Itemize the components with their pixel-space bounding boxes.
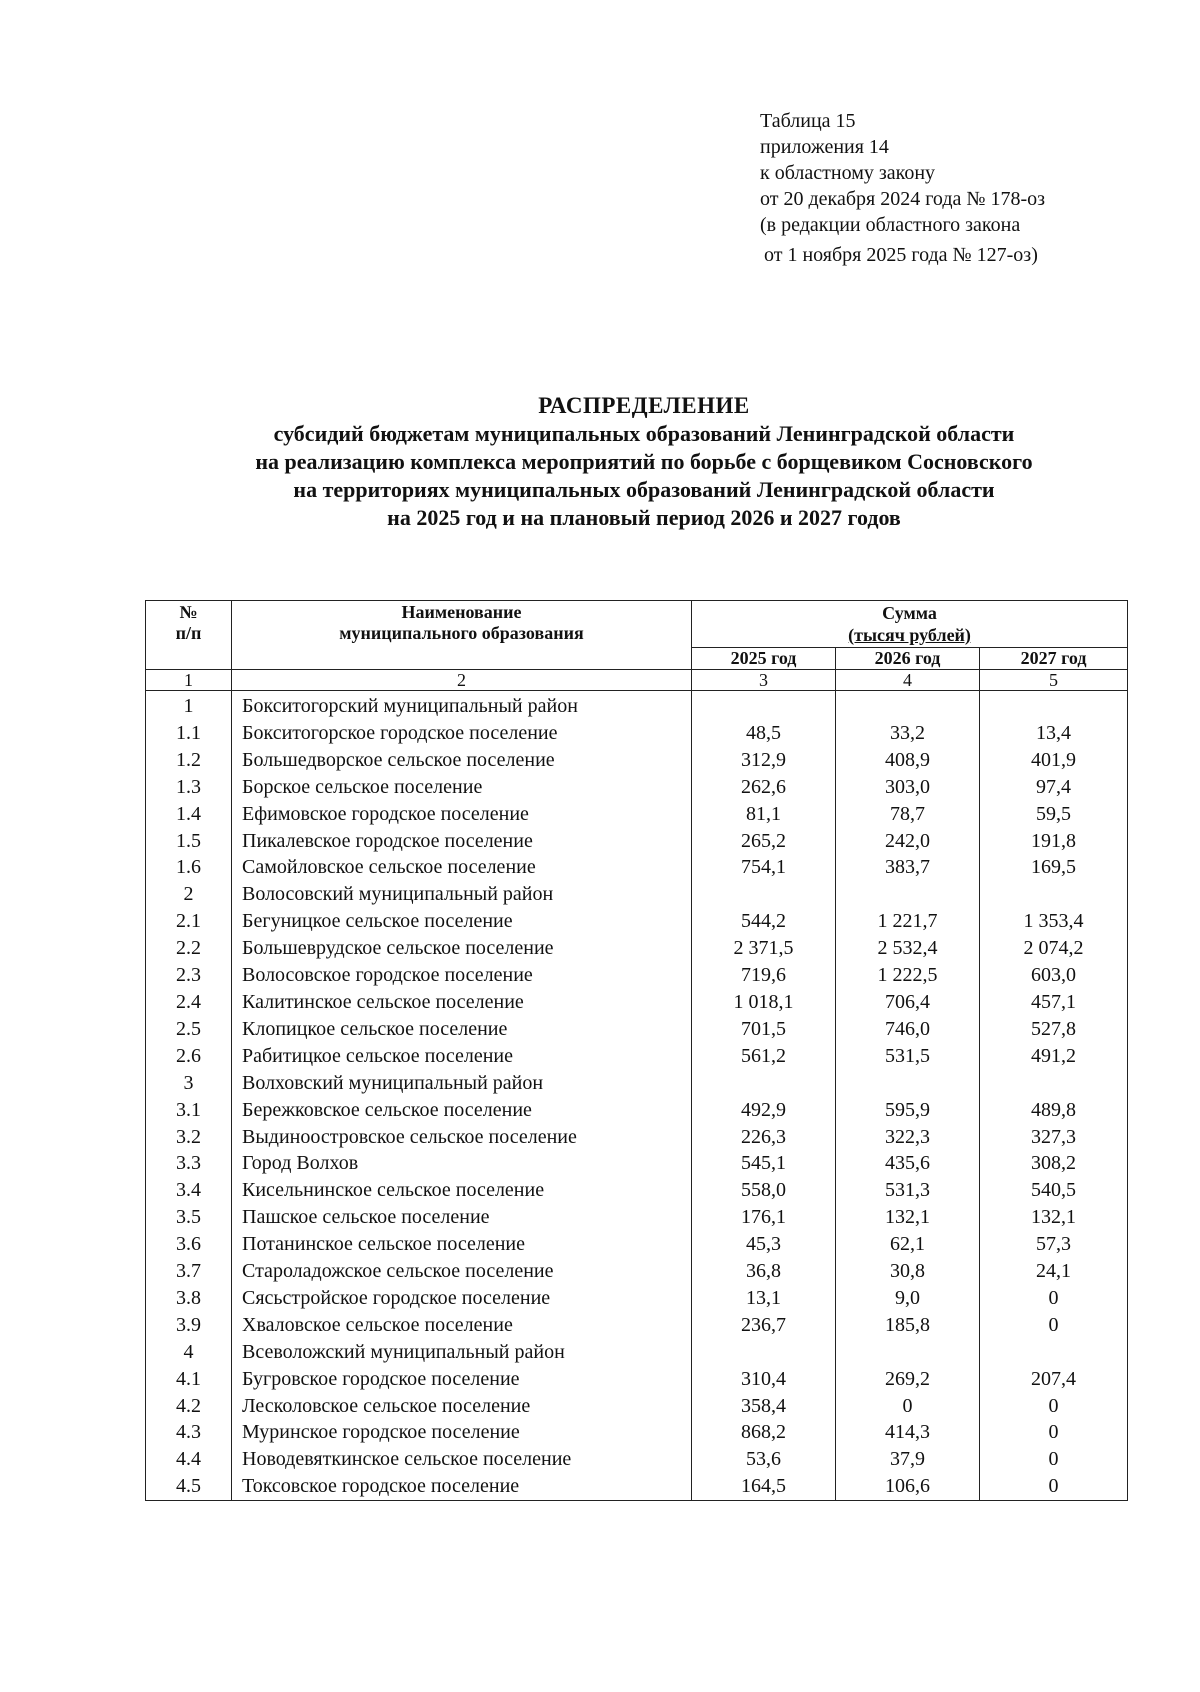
row-value-2026: 706,4	[836, 989, 980, 1016]
table-row	[146, 1339, 1128, 1366]
row-number: 3.6	[146, 1231, 232, 1258]
table-row	[146, 908, 1128, 935]
table-row	[146, 989, 1128, 1016]
row-value-2027	[980, 691, 1128, 720]
row-value-2027: 401,9	[980, 747, 1128, 774]
row-value-2026: 33,2	[836, 720, 980, 747]
row-value-2025	[692, 1070, 836, 1097]
table-row	[146, 1446, 1128, 1473]
row-name: Волосовский муниципальный район	[232, 881, 692, 908]
column-index: 3	[692, 670, 836, 691]
table-row	[146, 1258, 1128, 1285]
row-value-2025: 558,0	[692, 1177, 836, 1204]
header-num	[146, 601, 232, 670]
row-value-2027: 0	[980, 1419, 1128, 1446]
row-value-2027: 169,5	[980, 854, 1128, 881]
row-number: 3.8	[146, 1285, 232, 1312]
table-row	[146, 1124, 1128, 1151]
row-value-2026: 30,8	[836, 1258, 980, 1285]
row-value-2026: 185,8	[836, 1312, 980, 1339]
row-name: Волховский муниципальный район	[232, 1070, 692, 1097]
row-value-2025: 48,5	[692, 720, 836, 747]
row-value-2025: 701,5	[692, 1016, 836, 1043]
row-value-2025: 176,1	[692, 1204, 836, 1231]
row-name: Самойловское сельское поселение	[232, 854, 692, 881]
row-name: Пашское сельское поселение	[232, 1204, 692, 1231]
row-value-2025: 53,6	[692, 1446, 836, 1473]
row-name: Выдиноостровское сельское поселение	[232, 1124, 692, 1151]
row-number: 3.9	[146, 1312, 232, 1339]
row-number: 1.2	[146, 747, 232, 774]
row-value-2025	[692, 691, 836, 720]
title-line: на территориях муниципальных образований Ленинградской области	[293, 477, 995, 502]
header-sum	[692, 601, 1128, 648]
row-number: 3.5	[146, 1204, 232, 1231]
table-row	[146, 720, 1128, 747]
table-row	[146, 691, 1128, 720]
table-row	[146, 774, 1128, 801]
row-value-2025: 868,2	[692, 1419, 836, 1446]
row-name: Всеволожский муниципальный район	[232, 1339, 692, 1366]
row-name: Пикалевское городское поселение	[232, 828, 692, 855]
row-value-2025: 1 018,1	[692, 989, 836, 1016]
row-name: Хваловское сельское поселение	[232, 1312, 692, 1339]
row-number: 2.5	[146, 1016, 232, 1043]
row-number: 4.3	[146, 1419, 232, 1446]
row-number: 2.6	[146, 1043, 232, 1070]
row-name: Бугровское городское поселение	[232, 1366, 692, 1393]
row-number: 4.2	[146, 1393, 232, 1420]
row-value-2026: 132,1	[836, 1204, 980, 1231]
row-value-2027: 603,0	[980, 962, 1128, 989]
row-value-2027: 327,3	[980, 1124, 1128, 1151]
table-row	[146, 801, 1128, 828]
row-name: Большеврудское сельское поселение	[232, 935, 692, 962]
row-number: 3	[146, 1070, 232, 1097]
appendix-note	[760, 108, 1045, 268]
row-name: Токсовское городское поселение	[232, 1473, 692, 1500]
column-index: 4	[836, 670, 980, 691]
title-line: субсидий бюджетам муниципальных образований Ленинградской области	[273, 421, 1015, 446]
table-row	[146, 1150, 1128, 1177]
row-value-2026: 37,9	[836, 1446, 980, 1473]
row-value-2025: 312,9	[692, 747, 836, 774]
table-row	[146, 1204, 1128, 1231]
row-value-2026: 62,1	[836, 1231, 980, 1258]
row-value-2027: 0	[980, 1312, 1128, 1339]
appendix-note-line: Таблица 15	[760, 110, 856, 132]
table-row	[146, 1070, 1128, 1097]
row-value-2025: 36,8	[692, 1258, 836, 1285]
row-name: Бегуницкое сельское поселение	[232, 908, 692, 935]
row-value-2025: 358,4	[692, 1393, 836, 1420]
title-line: на 2025 год и на плановый период 2026 и 2027 годов	[387, 505, 901, 530]
row-number: 1.1	[146, 720, 232, 747]
row-number: 1.3	[146, 774, 232, 801]
table-row	[146, 1366, 1128, 1393]
header-sum-line2: (тысяч рублей)	[848, 625, 971, 645]
row-value-2027: 57,3	[980, 1231, 1128, 1258]
row-value-2027: 308,2	[980, 1150, 1128, 1177]
table-row	[146, 1231, 1128, 1258]
appendix-note-line: от 1 ноября 2025 года № 127-оз)	[764, 244, 1038, 266]
row-name: Староладожское сельское поселение	[232, 1258, 692, 1285]
row-number: 1.4	[146, 801, 232, 828]
row-value-2027: 207,4	[980, 1366, 1128, 1393]
row-value-2027: 0	[980, 1285, 1128, 1312]
row-value-2027: 540,5	[980, 1177, 1128, 1204]
row-value-2025: 81,1	[692, 801, 836, 828]
header-num-line2: п/п	[175, 623, 202, 643]
row-value-2026: 531,5	[836, 1043, 980, 1070]
table-row	[146, 881, 1128, 908]
row-name: Клопицкое сельское поселение	[232, 1016, 692, 1043]
row-value-2026: 746,0	[836, 1016, 980, 1043]
row-value-2025	[692, 1339, 836, 1366]
appendix-note-line: от 20 декабря 2024 года № 178-оз	[760, 188, 1046, 210]
header-name-line2: муниципального образования	[339, 623, 584, 643]
row-value-2025: 492,9	[692, 1097, 836, 1124]
header-name	[232, 601, 692, 670]
column-index: 1	[146, 670, 232, 691]
column-index-row	[146, 670, 1128, 691]
header-year-2025: 2025 год	[692, 648, 836, 670]
table-body	[146, 691, 1128, 1501]
row-value-2026: 242,0	[836, 828, 980, 855]
row-value-2027: 191,8	[980, 828, 1128, 855]
row-number: 4.1	[146, 1366, 232, 1393]
title-line: на реализацию комплекса мероприятий по борьбе с борщевиком Сосновского	[255, 449, 1033, 474]
appendix-note-line: приложения 14	[760, 136, 889, 158]
row-name: Борское сельское поселение	[232, 774, 692, 801]
appendix-note-line: (в редакции областного закона	[760, 214, 1021, 236]
row-number: 3.4	[146, 1177, 232, 1204]
row-value-2026: 2 532,4	[836, 935, 980, 962]
row-value-2026: 1 222,5	[836, 962, 980, 989]
table-row	[146, 1043, 1128, 1070]
row-value-2025: 45,3	[692, 1231, 836, 1258]
row-value-2026: 531,3	[836, 1177, 980, 1204]
row-name: Муринское городское поселение	[232, 1419, 692, 1446]
header-year-2026: 2026 год	[836, 648, 980, 670]
row-value-2026: 9,0	[836, 1285, 980, 1312]
row-name: Город Волхов	[232, 1150, 692, 1177]
row-value-2025: 754,1	[692, 854, 836, 881]
row-name: Волосовское городское поселение	[232, 962, 692, 989]
row-value-2027: 13,4	[980, 720, 1128, 747]
row-value-2026: 0	[836, 1393, 980, 1420]
row-value-2026: 414,3	[836, 1419, 980, 1446]
row-value-2026: 408,9	[836, 747, 980, 774]
column-index: 5	[980, 670, 1128, 691]
row-name: Бокситогорское городское поселение	[232, 720, 692, 747]
row-number: 2.2	[146, 935, 232, 962]
row-value-2026: 595,9	[836, 1097, 980, 1124]
row-value-2026: 1 221,7	[836, 908, 980, 935]
table-row	[146, 1285, 1128, 1312]
row-value-2026	[836, 1339, 980, 1366]
table-row	[146, 1473, 1128, 1500]
row-number: 3.3	[146, 1150, 232, 1177]
table-row	[146, 1393, 1128, 1420]
row-value-2027: 97,4	[980, 774, 1128, 801]
row-number: 4	[146, 1339, 232, 1366]
row-value-2027: 132,1	[980, 1204, 1128, 1231]
header-year-2027: 2027 год	[980, 648, 1128, 670]
row-name: Рабитицкое сельское поселение	[232, 1043, 692, 1070]
row-value-2026: 435,6	[836, 1150, 980, 1177]
row-number: 1	[146, 691, 232, 720]
document-title	[144, 392, 1144, 532]
row-value-2027: 527,8	[980, 1016, 1128, 1043]
row-number: 1.5	[146, 828, 232, 855]
row-name: Бокситогорский муниципальный район	[232, 691, 692, 720]
row-value-2025: 544,2	[692, 908, 836, 935]
header-name-line1: Наименование	[401, 602, 522, 622]
row-value-2025: 719,6	[692, 962, 836, 989]
table-row	[146, 854, 1128, 881]
row-name: Ефимовское городское поселение	[232, 801, 692, 828]
table-row	[146, 1097, 1128, 1124]
header-num-line1: №	[179, 602, 198, 622]
row-name: Сясьстройское городское поселение	[232, 1285, 692, 1312]
row-value-2025: 164,5	[692, 1473, 836, 1500]
table-row	[146, 1312, 1128, 1339]
row-value-2026: 269,2	[836, 1366, 980, 1393]
row-value-2027: 1 353,4	[980, 908, 1128, 935]
table-row	[146, 962, 1128, 989]
row-value-2026: 303,0	[836, 774, 980, 801]
row-value-2026: 322,3	[836, 1124, 980, 1151]
row-value-2026	[836, 1070, 980, 1097]
table-row	[146, 1419, 1128, 1446]
row-value-2025	[692, 881, 836, 908]
header-sum-line1: Сумма	[882, 603, 937, 623]
row-value-2025: 545,1	[692, 1150, 836, 1177]
column-index: 2	[232, 670, 692, 691]
row-value-2026: 106,6	[836, 1473, 980, 1500]
row-number: 2.3	[146, 962, 232, 989]
row-name: Лесколовское сельское поселение	[232, 1393, 692, 1420]
row-value-2026	[836, 691, 980, 720]
row-value-2027: 59,5	[980, 801, 1128, 828]
row-value-2027	[980, 881, 1128, 908]
row-name: Бережковское сельское поселение	[232, 1097, 692, 1124]
row-name: Большедворское сельское поселение	[232, 747, 692, 774]
row-name: Кисельнинское сельское поселение	[232, 1177, 692, 1204]
row-value-2025: 2 371,5	[692, 935, 836, 962]
row-number: 4.5	[146, 1473, 232, 1500]
row-value-2027: 0	[980, 1446, 1128, 1473]
row-value-2027	[980, 1070, 1128, 1097]
row-value-2025: 310,4	[692, 1366, 836, 1393]
row-value-2025: 265,2	[692, 828, 836, 855]
row-number: 1.6	[146, 854, 232, 881]
row-value-2027: 491,2	[980, 1043, 1128, 1070]
row-name: Новодевяткинское сельское поселение	[232, 1446, 692, 1473]
row-value-2027: 0	[980, 1393, 1128, 1420]
row-value-2027: 489,8	[980, 1097, 1128, 1124]
row-number: 3.7	[146, 1258, 232, 1285]
row-value-2026: 78,7	[836, 801, 980, 828]
row-number: 3.1	[146, 1097, 232, 1124]
row-value-2027: 0	[980, 1473, 1128, 1500]
row-number: 2	[146, 881, 232, 908]
row-value-2027: 24,1	[980, 1258, 1128, 1285]
row-value-2025: 262,6	[692, 774, 836, 801]
row-value-2027: 457,1	[980, 989, 1128, 1016]
row-name: Потанинское сельское поселение	[232, 1231, 692, 1258]
table-row	[146, 935, 1128, 962]
table-row	[146, 747, 1128, 774]
table-row	[146, 828, 1128, 855]
row-value-2027: 2 074,2	[980, 935, 1128, 962]
page-title: РАСПРЕДЕЛЕНИЕ	[538, 393, 750, 418]
row-value-2025: 236,7	[692, 1312, 836, 1339]
row-value-2025: 226,3	[692, 1124, 836, 1151]
row-value-2027	[980, 1339, 1128, 1366]
appendix-note-line: к областному закону	[760, 162, 936, 184]
row-value-2026: 383,7	[836, 854, 980, 881]
table-row	[146, 1016, 1128, 1043]
row-number: 2.4	[146, 989, 232, 1016]
subsidy-table	[145, 600, 1128, 1501]
row-name: Калитинское сельское поселение	[232, 989, 692, 1016]
row-number: 2.1	[146, 908, 232, 935]
table-row	[146, 1177, 1128, 1204]
row-value-2026	[836, 881, 980, 908]
subsidy-table-container	[145, 600, 1127, 1501]
row-number: 3.2	[146, 1124, 232, 1151]
row-value-2025: 561,2	[692, 1043, 836, 1070]
row-number: 4.4	[146, 1446, 232, 1473]
row-value-2025: 13,1	[692, 1285, 836, 1312]
